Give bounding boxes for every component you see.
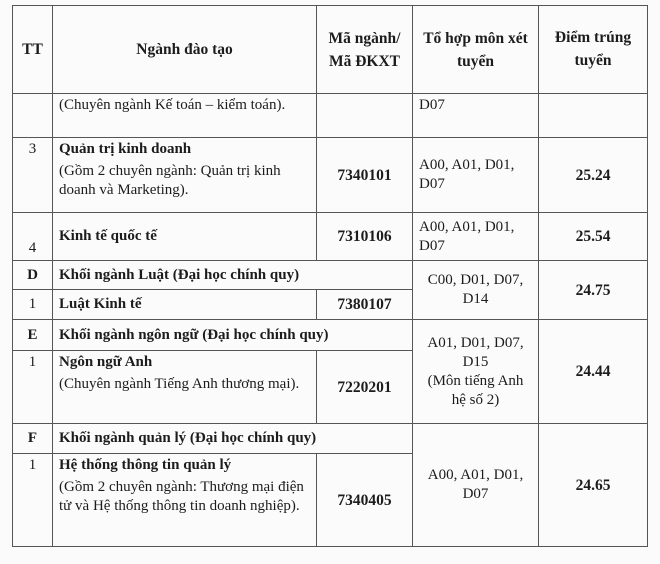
combo-list: A01, D01, D07, D15 [427,334,524,370]
group-row [13,424,648,454]
group-name: Khối ngành ngôn ngữ (Đại học chính quy) [53,320,413,351]
header-code: Mã ngành/ Mã ĐKXT [317,6,413,94]
tt-cell: 1 [13,454,53,547]
score-cell: 25.54 [539,213,648,261]
major-desc: (Chuyên ngành Tiếng Anh thương mại). [59,376,300,392]
table-row [13,213,648,261]
code-cell [317,94,413,138]
combo-cell: A00, A01, D01, D07 [413,138,539,213]
code-cell: 7340405 [317,454,413,547]
major-cell [53,454,317,547]
major-cell [53,351,317,424]
tt-cell: 1 [13,351,53,424]
group-letter: D [13,261,53,290]
score-cell [539,94,648,138]
group-name: Khối ngành quản lý (Đại học chính quy) [53,424,413,454]
table-row [13,138,648,213]
major-name: Quản trị kinh doanh [59,141,192,157]
header-major: Ngành đào tạo [53,6,317,94]
major-cell [53,138,317,213]
major-name: Kinh tế quốc tế [53,213,317,261]
major-desc: (Gồm 2 chuyên ngành: Thương mại điện tử và Hệ thống thông tin doanh nghiệp). [59,479,304,514]
header-tt: TT [13,6,53,94]
tt-cell: 4 [13,213,53,261]
tt-cell: 3 [13,138,53,213]
header-score: Điểm trúng tuyển [539,6,648,94]
combo-cell: A00, A01, D01, D07 [413,424,539,547]
combo-cell: D07 [413,94,539,138]
major-desc: (Chuyên ngành Kế toán – kiểm toán). [53,94,317,138]
group-letter: F [13,424,53,454]
code-cell: 7340101 [317,138,413,213]
major-name: Luật Kinh tế [53,290,317,320]
admission-scores-table [12,5,648,547]
code-cell: 7310106 [317,213,413,261]
major-name: Ngôn ngữ Anh [59,354,153,370]
code-cell: 7220201 [317,351,413,424]
score-cell: 24.75 [539,261,648,320]
header-combo: Tổ hợp môn xét tuyển [413,6,539,94]
group-row [13,320,648,351]
tt-cell [13,94,53,138]
table-header-row [13,6,648,94]
combo-cell [413,320,539,424]
group-name: Khối ngành Luật (Đại học chính quy) [53,261,413,290]
combo-cell: C00, D01, D07, D14 [413,261,539,320]
major-desc: (Gồm 2 chuyên ngành: Quản trị kinh doanh và Marketing). [59,163,281,198]
major-name: Hệ thống thông tin quản lý [59,457,232,473]
code-cell: 7380107 [317,290,413,320]
table-row [13,94,648,138]
score-cell: 25.24 [539,138,648,213]
group-row [13,261,648,290]
combo-note: (Môn tiếng Anh hệ số 2) [427,372,524,408]
score-cell: 24.65 [539,424,648,547]
tt-cell: 1 [13,290,53,320]
group-letter: E [13,320,53,351]
score-cell: 24.44 [539,320,648,424]
combo-cell: A00, A01, D01, D07 [413,213,539,261]
